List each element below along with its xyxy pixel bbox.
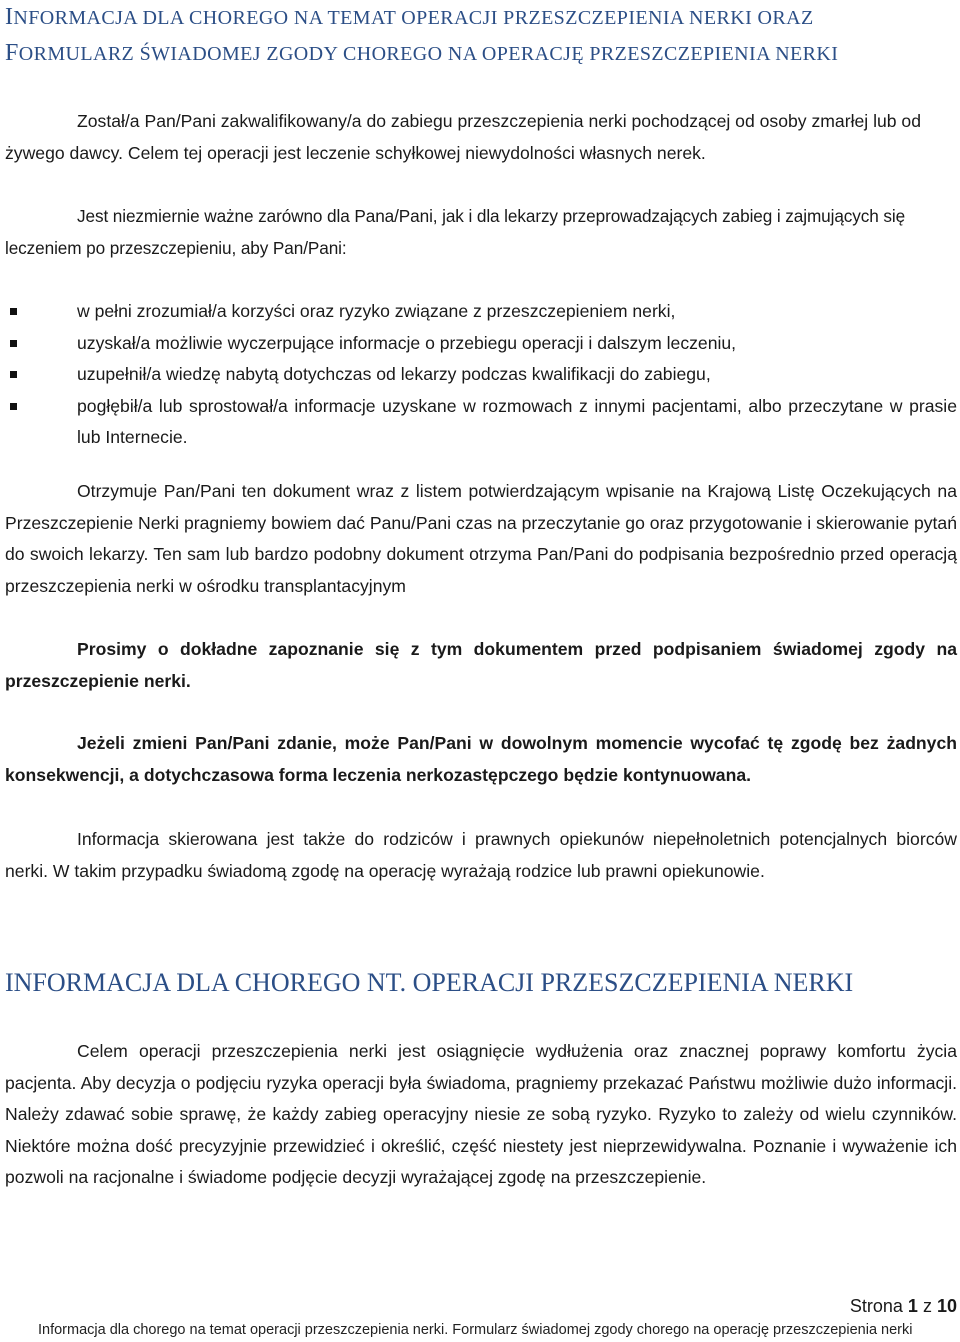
requirements-list <box>5 296 957 454</box>
title-initial: F <box>5 40 19 66</box>
document-title-line-1 <box>5 4 814 31</box>
bullet-square-icon <box>10 340 17 347</box>
list-item <box>5 391 957 454</box>
bullet-square-icon <box>10 308 17 315</box>
list-item <box>5 359 957 391</box>
list-item-text: uzyskał/a możliwie wyczerpujące informacje o przebiegu operacji i dalszym leczeniu, <box>77 332 737 353</box>
title-initial: I <box>5 4 14 30</box>
withdraw-consent-paragraph: Jeżeli zmieni Pan/Pani zdanie, może Pan/Pani w dowolnym momencie wycofać tę zgodę bez żadnych konsekwencji, a dotychczasowa forma leczenia nerkozastępczego będzie kontynuowana. <box>5 733 957 785</box>
document-delivery-paragraph: Otrzymuje Pan/Pani ten dokument wraz z listem potwierdzającym wpisanie na Krajową Listę Oczekujących na Przeszczepienie Nerki pragniemy bowiem dać Panu/Pani czas na przeczytanie go oraz przygotowanie i skierowanie pytań do swoich lekarzy. Ten sam lub bardzo podobny dokument otrzyma Pan/Pani do podpisania bezpośrednio przed operacją przeszczepienia nerki w ośrodku transplantacyjnym <box>5 481 957 596</box>
list-item-text: w pełni zrozumiał/a korzyści oraz ryzyko związane z przeszczepieniem nerki, <box>77 301 676 321</box>
list-item-text: uzupełnił/a wiedzę nabytą dotychczas od lekarzy podczas kwalifikacji do zabiegu, <box>77 364 711 384</box>
bullet-square-icon <box>10 371 17 378</box>
page-number <box>850 1296 957 1317</box>
guardians-paragraph: Informacja skierowana jest także do rodziców i prawnych opiekunów niepełnoletnich potencjalnych biorców nerki. W takim przypadku świadomą zgodę na operację wyrażają rodzice lub prawni opiekunowie. <box>5 829 957 881</box>
read-carefully-paragraph: Prosimy o dokładne zapoznanie się z tym dokumentem przed podpisaniem świadomej zgody na przeszczepienie nerki. <box>5 639 957 691</box>
section-paragraph: Celem operacji przeszczepienia nerki jest osiągnięcie wydłużenia oraz znacznej poprawy komfortu życia pacjenta. Aby decyzja o podjęciu ryzyka operacji była świadoma, pragniemy przekazać Państwu możliwie dużo informacji. Należy zdawać sobie sprawę, że każdy zabieg operacyjny niesie ze sobą ryzyko. Ryzyko to zależy od wielu czynników. Niektóre można dość precyzyjnie przewidzieć i określić, część niestety jest nieprzewidywalna. Poznanie i wyważenie ich pozwoli na racjonalne i świadome podjęcie decyzji wyrażającej zgodę na przeszczepienie. <box>5 1041 957 1187</box>
page-current: 1 <box>907 1296 918 1316</box>
page-separator: z <box>922 1296 932 1316</box>
list-item <box>5 296 957 328</box>
intro-paragraph: Został/a Pan/Pani zakwalifikowany/a do zabiegu przeszczepienia nerki pochodzącej od osoby zmarłej lub od żywego dawcy. Celem tej operacji jest leczenie schyłkowej niewydolności własnych nerek. <box>5 111 922 163</box>
list-item-text: pogłębił/a lub sprostował/a informacje uzyskane w rozmowach z innymi pacjentami, albo przeczytane w prasie lub Internecie. <box>77 395 957 447</box>
title-text: NFORMACJA DLA CHOREGO NA TEMAT OPERACJI PRZESZCZEPIENIA NERKI ORAZ <box>13 7 814 29</box>
list-item <box>5 328 957 360</box>
title-text: ORMULARZ ŚWIADOMEJ ZGODY CHOREGO NA OPERACJĘ PRZESZCZEPIENIA NERKI <box>18 43 839 65</box>
bullet-square-icon <box>10 403 17 410</box>
document-title-line-2 <box>5 40 838 67</box>
page-total: 10 <box>936 1296 957 1316</box>
section-heading: INFORMACJA DLA CHOREGO NT. OPERACJI PRZESZCZEPIENIA NERKI <box>5 968 854 997</box>
page-label: Strona <box>849 1296 903 1316</box>
importance-paragraph: Jest niezmiernie ważne zarówno dla Pana/Pani, jak i dla lekarzy przeprowadzających zabieg i zajmujących się leczeniem po przeszczepieniu, aby Pan/Pani: <box>5 206 906 258</box>
page-footer: Informacja dla chorego na temat operacji przeszczepienia nerki. Formularz świadomej zgody chorego na operację przeszczepienia nerki <box>38 1322 913 1338</box>
